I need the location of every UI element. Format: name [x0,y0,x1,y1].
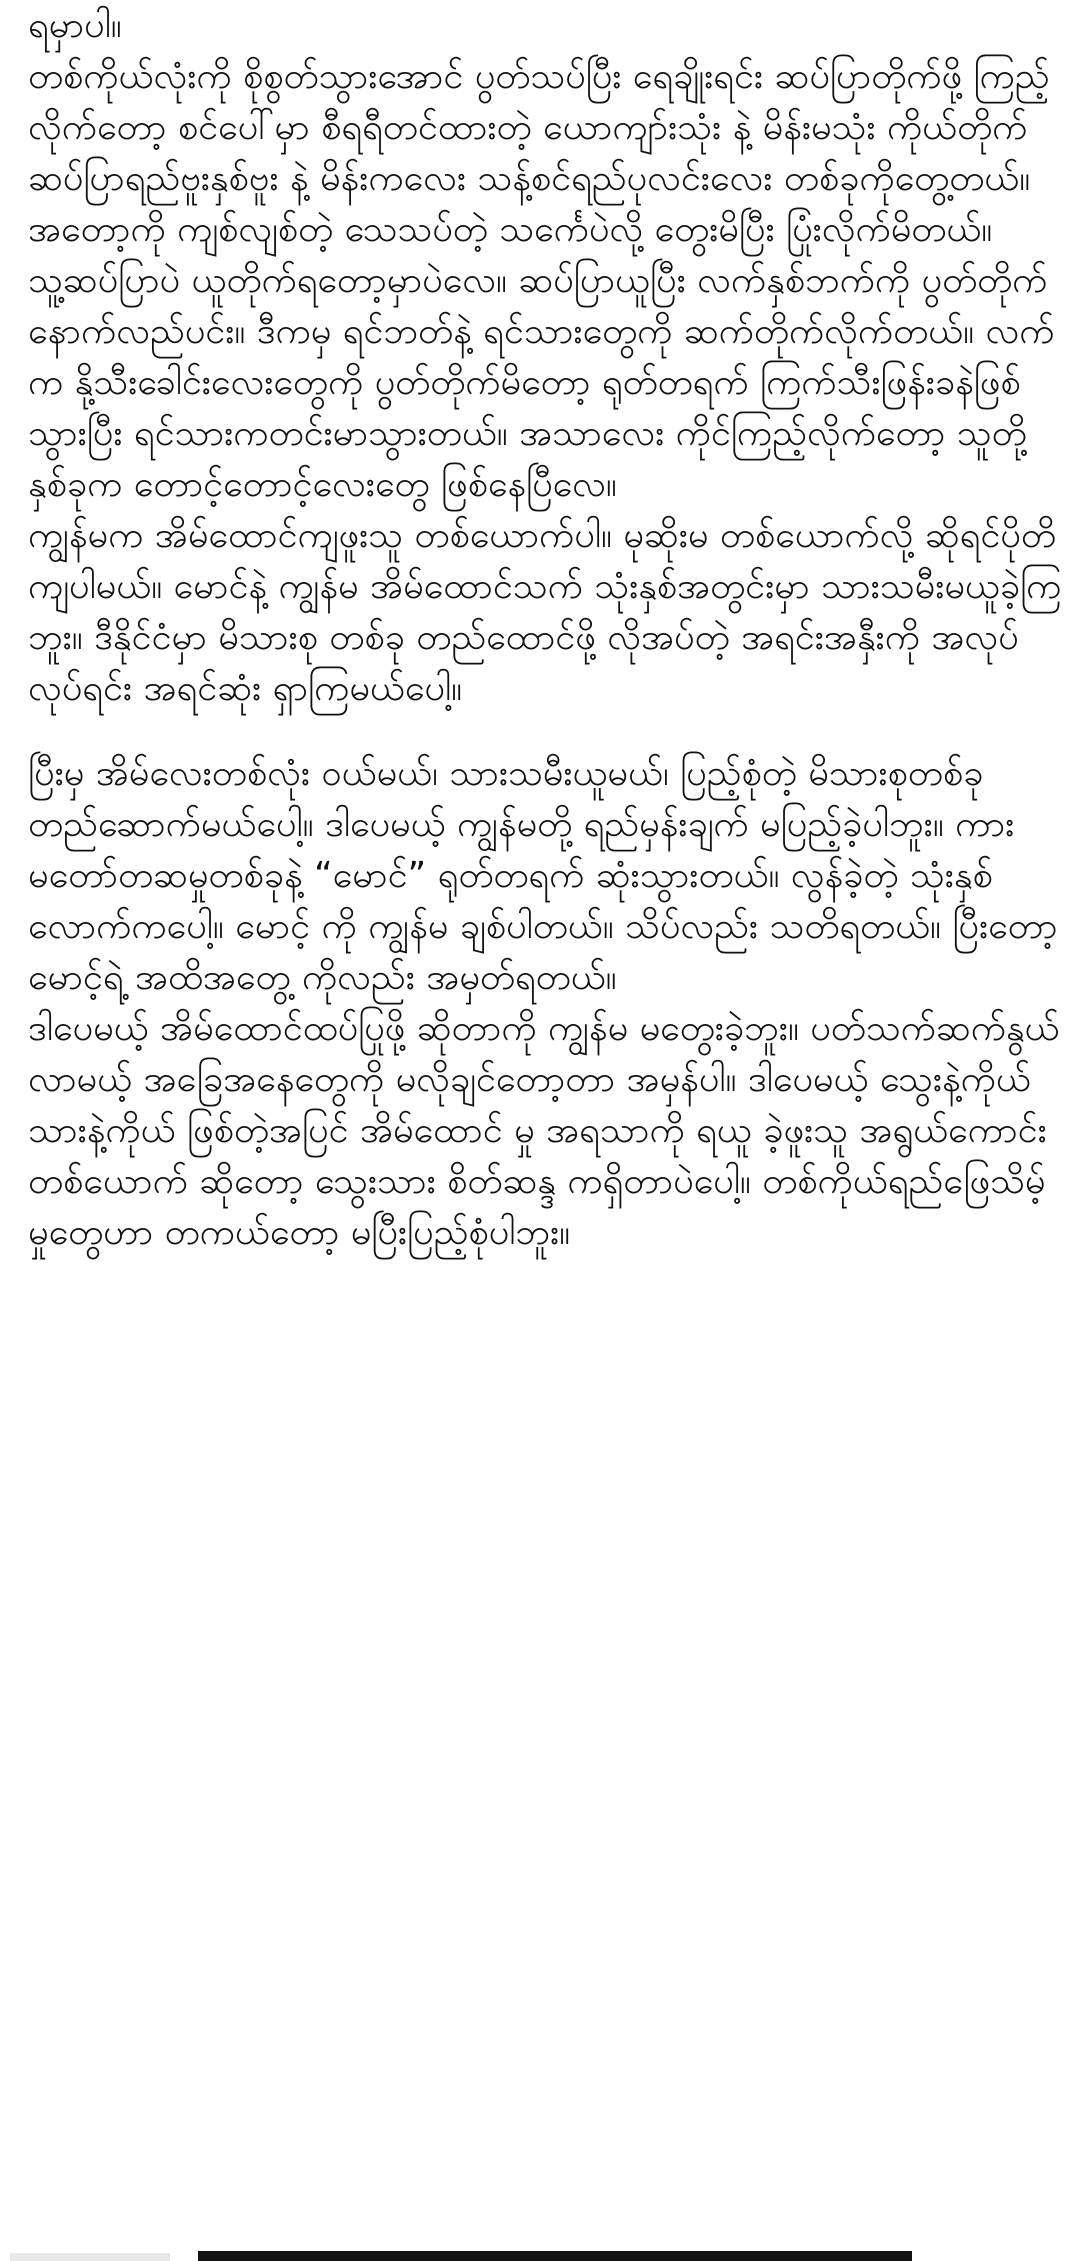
paragraph-4: ကျွန်မက အိမ်ထောင်ကျဖူးသူ တစ်ယောက်ပါ။ မုဆိုးမ တစ်ယောက်လို့ ဆိုရင်ပိုတိကျပါမယ်။ မောင်နဲ့ ကျွန်မ အိမ်ထောင်သက် သုံးနှစ်အတွင်းမှာ သားသမီးမယူခဲ့ကြဘူး။ ဒီနိုင်ငံမှာ မိသားစု တစ်ခု တည်ထောင်ဖို့ လိုအပ်တဲ့ အရင်းအနှီးကို အလုပ်လုပ်ရင်း အရင်ဆုံး ရှာကြမယ်ပေါ့။ [28,515,1062,709]
paragraph-5: ပြီးမှ အိမ်လေးတစ်လုံး ဝယ်မယ်၊ သားသမီးယူမယ်၊ ပြည့်စုံတဲ့ မိသားစုတစ်ခု တည်ဆောက်မယ်ပေါ့။ ဒါပေမယ့် ကျွန်မတို့ ရည်မှန်းချက် မပြည့်ခဲ့ပါဘူး။ ကားမတော်တဆမှုတစ်ခုနဲ့ “မောင်” ရုတ်တရက် ဆုံးသွားတယ်။ လွန်ခဲ့တဲ့ သုံးနှစ်လောက်ကပေါ့။ မောင့် ကို ကျွန်မ ချစ်ပါတယ်။ သိပ်လည်း သတိရတယ်။ ပြီးတော့ မောင့်ရဲ့ အထိအတွေ့ ကိုလည်း အမှတ်ရတယ်။ [28,753,1058,998]
bottom-left-shadow [10,2253,170,2261]
bottom-dark-bar [198,2251,912,2261]
paragraph-1: ရမှာပါ။ [28,5,122,46]
bottom-edge-strip [0,2245,1080,2261]
article-body [28,0,1064,1258]
paragraph-6: ဒါပေမယ့် အိမ်ထောင်ထပ်ပြုဖို့ ဆိုတာကို ကျွန်မ မတွေးခဲ့ဘူး။ ပတ်သက်ဆက်နွယ်လာမယ့် အခြေအနေတွေကို မလိုချင်တော့တာ အမှန်ပါ။ ဒါပေမယ့် သွေးနဲ့ကိုယ် သားနဲ့ကိုယ် ဖြစ်တဲ့အပြင် အိမ်ထောင် မှု အရသာကို ရယူ ခဲ့ဖူးသူ အရွယ်ကောင်း တစ်ယောက် ဆိုတော့ သွေးသား စိတ်ဆန္ဒ ကရှိတာပဲပေါ့။ တစ်ကိုယ်ရည်ဖြေသိမ့် မှုတွေဟာ တကယ်တော့ မပြီးပြည့်စုံပါဘူး။ [28,1008,1060,1253]
paragraph-2: တစ်ကိုယ်လုံးကို စိုစွတ်သွားအောင် ပွတ်သပ်ပြီး ရေချိုးရင်း ဆပ်ပြာတိုက်ဖို့ ကြည့်လိုက်တော့ စင်ပေါ်မှာ စီရရီတင်ထားတဲ့ ယောကျာ်းသုံး နဲ့ မိန်းမသုံး ကိုယ်တိုက်ဆပ်ပြာရည်ဗူးနှစ်ဗူး နဲ့ မိန်းကလေး သန့်စင်ရည်ပုလင်းလေး တစ်ခုကိုတွေ့တယ်။ အတော့ကို ကျစ်လျစ်တဲ့ သေသပ်တဲ့ သင်္ကေပဲလို့ တွေးမိပြီး ပြုံးလိုက်မိတယ်။ [28,56,1050,250]
paragraph-3: သူ့ဆပ်ပြာပဲ ယူတိုက်ရတော့မှာပဲလေ။ ဆပ်ပြာယူပြီး လက်နှစ်ဘက်ကို ပွတ်တိုက် နောက်လည်ပင်း။ ဒီကမှ ရင်ဘတ်နဲ့ ရင်သားတွေကို ဆက်တိုက်လိုက်တယ်။ လက်က နို့သီးခေါင်းလေးတွေကို ပွတ်တိုက်မိတော့ ရုတ်တရက် ကြက်သီးဖြန်းခနဲဖြစ်သွားပြီး ရင်သားကတင်းမာသွားတယ်။ အသာလေး ကိုင်ကြည့်လိုက်တော့ သူတို့နှစ်ခုက တောင့်တောင့်လေးတွေ ဖြစ်နေပြီလေ။ [28,260,1055,505]
